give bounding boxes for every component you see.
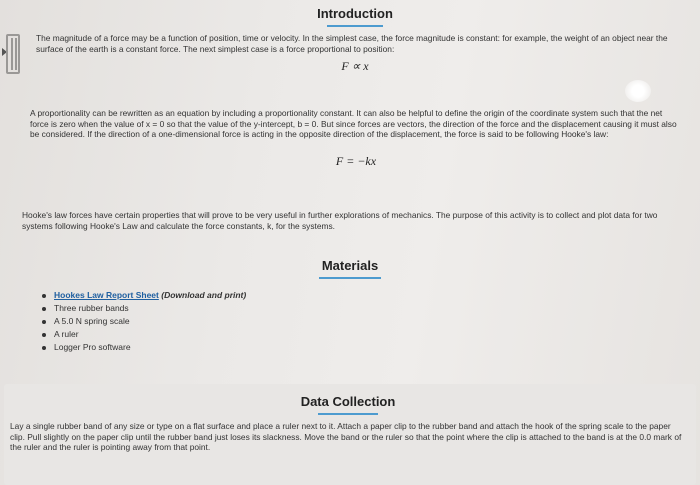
download-note: (Download and print) <box>161 290 247 300</box>
introduction-paragraph-2: A proportionality can be rewritten as an equation by including a proportionality constant. It can also be helpful to define the origin of the coordinate system such that the net force is zero when the value of x = 0 so that the value of the y-intercept, b = 0. But since forces are vectors, the direction of the force and the displacement causing it must also be considered. If the direction of a one-dimensional force is acting in the opposite direction of the displacement, the force is said to be following Hooke's law: <box>30 108 677 139</box>
introduction-underline <box>327 25 383 27</box>
introduction-section <box>30 6 680 74</box>
collapse-bracket-icon[interactable] <box>6 34 20 74</box>
list-item: Three rubber bands <box>40 302 678 315</box>
introduction-paragraph-1: The magnitude of a force may be a function of position, time or velocity. In the simplest case, the force magnitude is constant: for example, the weight of an object near the surface of the earth is a constant force. The next simplest case is a force proportional to position: <box>36 33 668 54</box>
screen-glare <box>625 80 651 102</box>
list-item: A ruler <box>40 328 678 341</box>
formula-hookes-law: F = −kx <box>335 153 377 168</box>
introduction-heading: Introduction <box>317 6 393 21</box>
formula-proportional: F ∝ x <box>341 59 369 73</box>
materials-list <box>40 289 678 354</box>
materials-section <box>22 258 678 354</box>
materials-underline <box>319 277 381 279</box>
list-item <box>40 289 678 302</box>
report-sheet-link[interactable]: Hookes Law Report Sheet <box>54 290 159 300</box>
list-item: A 5.0 N spring scale <box>40 315 678 328</box>
introduction-section-2 <box>30 108 682 169</box>
data-collection-paragraph: Lay a single rubber band of any size or type on a flat surface and place a ruler next to it. Attach a paper clip to the rubber band and attach the hook of the spring scale to the paper clip. Pull slightly on the paper clip until the rubber band just loses its slackness. Move the band or the ruler so that the point where the clip is attached to the band is at the 0.0 mark of the ruler and the ruler is pointing away from that point. <box>10 421 682 452</box>
data-collection-heading: Data Collection <box>300 394 396 409</box>
introduction-section-3 <box>22 210 682 231</box>
materials-heading: Materials <box>321 258 379 273</box>
data-collection-underline <box>318 413 378 415</box>
introduction-paragraph-3: Hooke's law forces have certain properties that will prove to be very useful in further explorations of mechanics. The purpose of this activity is to collect and plot data for two systems following Hooke's Law and calculate the force constants, k, for the systems. <box>22 210 658 231</box>
data-collection-section <box>4 384 696 485</box>
list-item: Logger Pro software <box>40 341 678 354</box>
